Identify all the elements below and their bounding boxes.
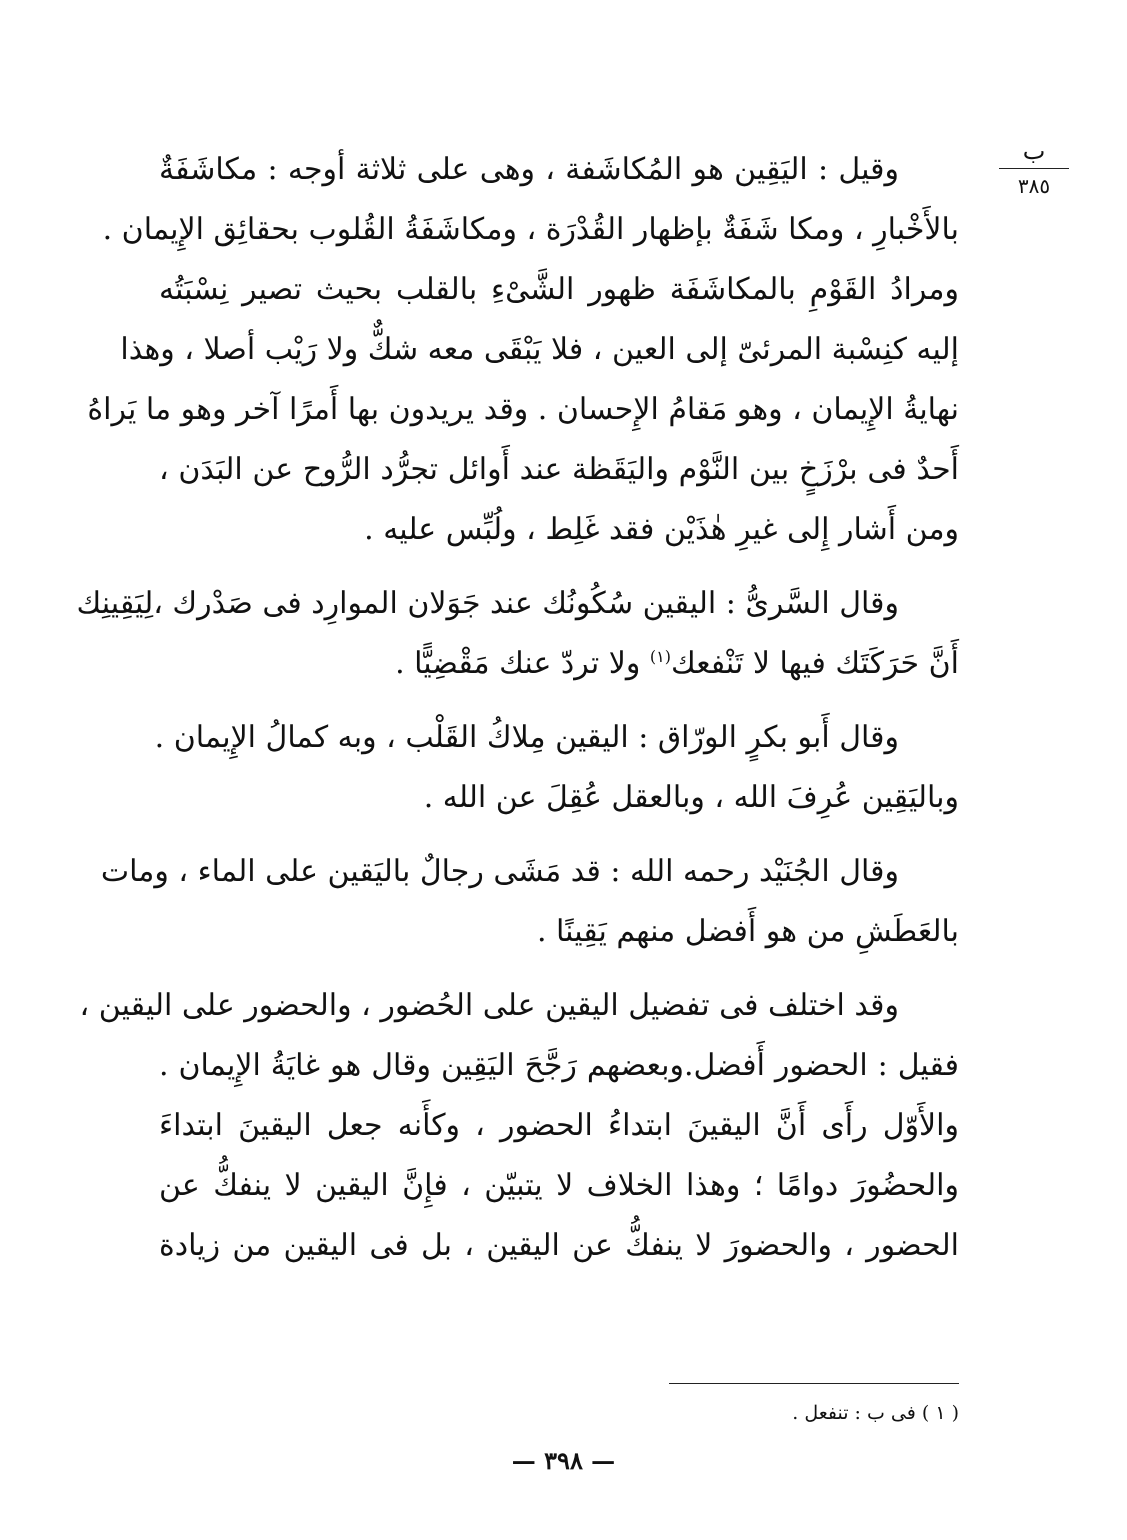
text-line: والحضُورَ دوامًا ؛ وهذا الخلاف لا يتبيّن ، فإِنَّ اليقين لا ينفكُّ عن (159, 1168, 959, 1203)
footnote-divider (669, 1383, 959, 1384)
text-line: وقال الجُنَيْد رحمه الله : قد مَشَى رجالٌ باليَقين على الماء ، ومات (100, 854, 899, 889)
paragraph-junayd (100, 842, 959, 962)
text-line: وقيل : اليَقِين هو المُكاشَفة ، وهى على ثلاثة أوجه : مكاشَفَةٌ (159, 152, 899, 187)
text-line: وباليَقِين عُرِفَ الله ، وبالعقل عُقِلَ عن الله . (423, 780, 959, 815)
text-line: والأَوّل رأَى أَنَّ اليقينَ ابتداءُ الحضور ، وكأَنه جعل اليقينَ ابتداءَ (159, 1108, 959, 1143)
text-line: أَحدٌ فى برْزَخٍ بين النَّوْم واليَقَظة عند أَوائل تجرُّد الرُّوح عن البَدَن ، (159, 452, 959, 487)
text-fragment: ولا تردّ عنك مَقْضِيًّا . (395, 646, 641, 681)
margin-rule (999, 168, 1069, 169)
paragraph-warraq (154, 708, 959, 828)
text-line: وقال أَبو بكرٍ الورّاق : اليقين مِلاكُ القَلْب ، وبه كمالُ الإِيمان . (154, 720, 899, 755)
text-line: فقيل : الحضور أَفضل.وبعضهم رَجَّحَ اليَقِين وقال هو غايَةُ الإِيمان . (159, 1048, 959, 1083)
text-line: ومن أَشار إِلى غيرِ هٰذَيْن فقد غَلِط ، ولُبِّس عليه . (364, 512, 959, 547)
text-line: وقد اختلف فى تفضيل اليقين على الحُضور ، والحضور على اليقين ، (79, 988, 899, 1023)
text-line: إليه كنِسْبة المرئىّ إلى العين ، فلا يَبْقَى معه شكٌّ ولا رَيْب أصلا ، وهذا (120, 332, 959, 367)
text-line: نهايةُ الإِيمان ، وهو مَقامُ الإِحسان . وقد يريدون بها أَمرًا آخر وهو ما يَراهُ (87, 392, 959, 427)
text-line: بالعَطَشِ من هو أَفضل منهم يَقِينًا . (536, 914, 959, 949)
main-text (76, 140, 959, 1290)
text-line: بالأَخْبارِ ، ومكا شَفَةٌ بإظهار القُدْرَة ، ومكاشَفَةُ القُلوب بحقائِق الإِيمان . (102, 212, 959, 247)
text-fragment: أَنَّ حَرَكَتَك فيها لا تَنْفعك (670, 646, 959, 681)
text-line: وقال السَّرىُّ : اليقين سُكُونُك عند جَوَلان الموارِد فى صَدْرك ،لِيَقِينِك (76, 586, 899, 621)
text-line (159, 634, 959, 694)
paragraph-sari (76, 574, 959, 694)
manuscript-letter: ب (1022, 137, 1046, 165)
manuscript-page-number: ٣٨٥ (1017, 174, 1051, 199)
text-line: ومرادُ القَوْمِ بالمكاشَفَة ظهور الشَّىْءِ بالقلب بحيث تصير نِسْبَتُه (159, 272, 959, 307)
page-number: — ٣٩٨ — (511, 1446, 616, 1475)
text-line: الحضور ، والحضورَ لا ينفكُّ عن اليقين ، بل فى اليقين من زيادة (159, 1228, 959, 1263)
margin-reference (999, 138, 1069, 197)
footnote: ( ١ ) فى ب : تنفعل . (792, 1402, 959, 1424)
paragraph-hudur (79, 976, 959, 1276)
paragraph-mukashafa (87, 140, 959, 560)
footnote-reference: (١) (649, 647, 671, 666)
